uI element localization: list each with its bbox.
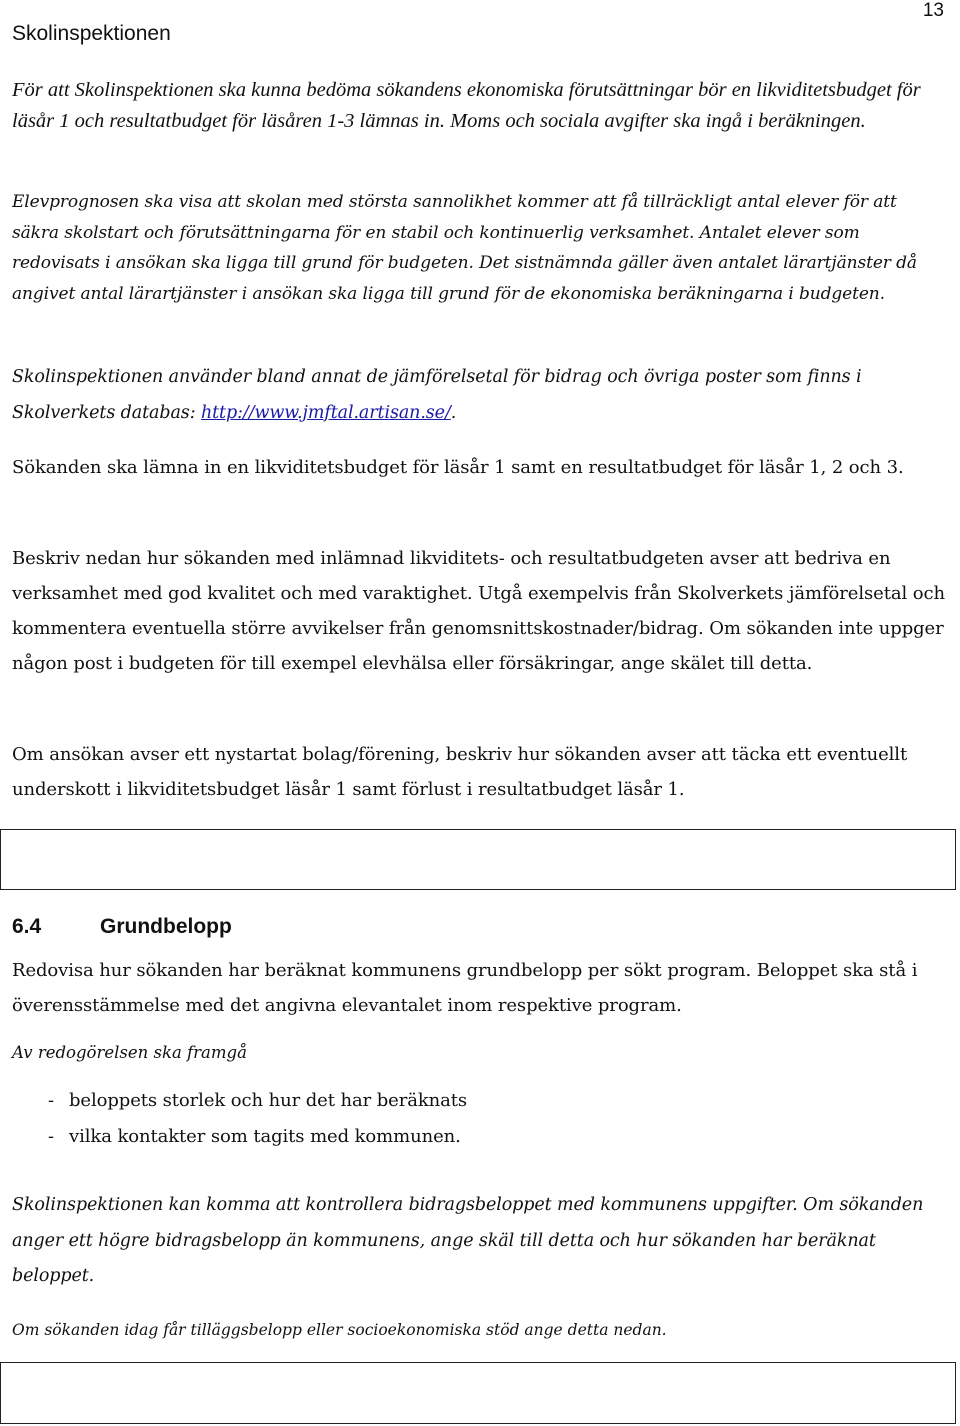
- jamforelsetal-end: .: [450, 402, 457, 423]
- list-item-text: vilka kontakter som tagits med kommunen.: [69, 1126, 461, 1147]
- budget-answer-box[interactable]: [0, 829, 956, 890]
- document-header-title: Skolinspektionen: [12, 22, 171, 45]
- instruction-paragraph-elevprognos: Elevprognosen ska visa att skolan med största sannolikhet kommer att få tillräckligt antal elever för att säkra skolstart och förutsättningarna för en stabil och kontinuerlig verksamhet. Antalet elever som redovisats i ansökan ska ligga till grund för budgeten. Det sistnämnda gäller även antalet lärartjänster då angivet antal lärartjänster i ansökan ska ligga till grund för de ekonomiska beräkningarna i budgeten.: [12, 192, 917, 304]
- instruction-paragraph-jamforelsetal: [12, 360, 947, 431]
- grundbelopp-note-tillaggsbelopp: Om sökanden idag får tilläggsbelopp eller socioekonomiska stöd ange detta nedan.: [12, 1321, 667, 1339]
- grundbelopp-requirements-list: [48, 1083, 467, 1155]
- jamforelsetal-text: Skolinspektionen använder bland annat de jämförelsetal för bidrag och övriga poster som finns i Skolverkets databas:: [12, 367, 862, 423]
- list-dash: -: [48, 1126, 54, 1147]
- grundbelopp-intro: Redovisa hur sökanden har beräknat kommunens grundbelopp per sökt program. Beloppet ska stå i överensstämmelse med det angivna elevantalet inom respektive program.: [12, 960, 918, 1016]
- grundbelopp-subheading: Av redogörelsen ska framgå: [12, 1043, 247, 1062]
- paragraph-describe-budget: Beskriv nedan hur sökanden med inlämnad likviditets- och resultatbudgeten avser att bedriva en verksamhet med god kvalitet och med varaktighet. Utgå exempelvis från Skolverkets jämförelsetal och kommentera eventuella större avvikelser från genomsnittskostnader/bidrag. Om sökanden inte uppger någon post i budgeten för till exempel elevhälsa eller försäkringar, ange skälet till detta.: [12, 548, 945, 674]
- grundbelopp-note-kontroll: Skolinspektionen kan komma att kontrollera bidragsbeloppet med kommunens uppgifter. Om sökanden anger ett högre bidragsbelopp än kommunens, ange skäl till detta och hur sökanden har beräknat beloppet.: [12, 1195, 924, 1286]
- section-title: Grundbelopp: [100, 915, 232, 938]
- list-item-text: beloppets storlek och hur det har beräknats: [69, 1090, 468, 1111]
- paragraph-new-company-deficit: Om ansökan avser ett nystartat bolag/förening, beskriv hur sökanden avser att täcka ett eventuellt underskott i likviditetsbudget läsår 1 samt förlust i resultatbudget läsår 1.: [12, 744, 908, 800]
- list-dash: -: [48, 1090, 54, 1111]
- section-number: 6.4: [12, 915, 42, 938]
- instruction-paragraph-budget-requirement: För att Skolinspektionen ska kunna bedöma sökandens ekonomiska förutsättningar bör en likviditetsbudget för läsår 1 och resultatbudget för läsåren 1-3 lämnas in. Moms och sociala avgifter ska ingå i beräkningen.: [12, 79, 921, 132]
- paragraph-budget-submission: Sökanden ska lämna in en likviditetsbudget för läsår 1 samt en resultatbudget för läsår 1, 2 och 3.: [12, 457, 904, 478]
- list-item: [48, 1119, 467, 1155]
- page-number: 13: [922, 0, 944, 21]
- list-item: [48, 1083, 467, 1119]
- grundbelopp-answer-box[interactable]: [0, 1362, 956, 1424]
- jmftal-database-link[interactable]: http://www.jmftal.artisan.se/: [200, 402, 451, 423]
